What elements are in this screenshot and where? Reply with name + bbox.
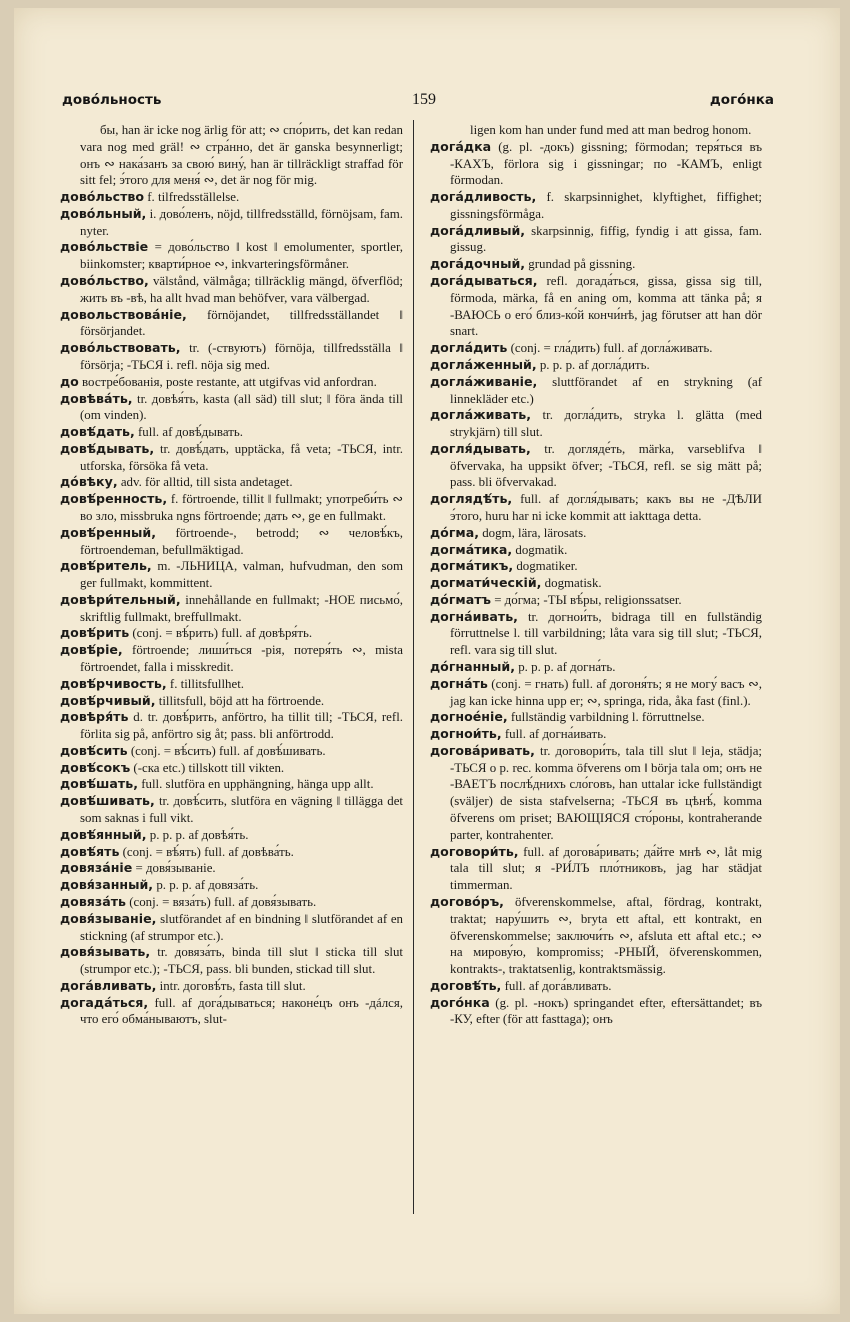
entry-headword: догáдка <box>430 138 492 154</box>
dictionary-entry <box>60 760 403 777</box>
entry-definition: (conj. = гла́дить) full. af догла́живать. <box>507 341 713 356</box>
entry-headword: довѣ́ять <box>60 843 120 859</box>
entry-headword: догóнка <box>430 994 490 1010</box>
entry-definition: i. дово́ленъ, nöjd, tillfredsställd, förnöjsam, fam. nyter. <box>80 206 403 238</box>
entry-headword: догмáтикъ, <box>430 558 514 574</box>
dictionary-entry <box>60 206 403 240</box>
entry-definition: dogmatik. <box>512 542 568 557</box>
dictionary-entry <box>430 441 762 491</box>
entry-definition: tr. довѣя́ть, kasta (all säd) till slut; ‖ föra ända till (om vinden). <box>80 391 403 423</box>
entry-definition: p. p. p. af догна́ть. <box>515 660 616 674</box>
entry-headword: доглáживаніе, <box>430 373 538 389</box>
dictionary-entry <box>430 844 762 894</box>
dictionary-entry <box>60 189 403 206</box>
entry-headword: догнои́ть, <box>430 726 502 742</box>
entry-headword: довóльствіе <box>60 239 149 255</box>
dictionary-entry <box>430 139 762 189</box>
dictionary-entry <box>430 340 762 357</box>
entry-definition: förtroende; лиши́ться -рія, потеря́ть ∾, mista förtroendet, falla i misskredit. <box>80 643 403 674</box>
entry-definition: skarpsinnig, fiffig, fyndig i att gissa, fam. gissug. <box>450 223 762 255</box>
entry-definition: (conj. = вѣ́рить) full. af довѣря́ть. <box>129 626 313 641</box>
entry-definition: tillitsfull, böjd att ha förtroende. <box>155 693 325 708</box>
entry-headword: до <box>60 373 79 389</box>
entry-definition: sluttförandet af en strykning (af linnekläder etc.) <box>450 374 762 406</box>
entry-definition: p. p. p. af догла́дить. <box>536 357 650 372</box>
entry-definition: (g. pl. -нокъ) springandet efter, eftersättandet; въ -КУ, efter (för att fasttaga); онъ <box>450 995 762 1027</box>
entry-definition: dogmatiker. <box>513 559 578 574</box>
dictionary-entry <box>430 189 762 223</box>
dictionary-entry <box>430 273 762 340</box>
dictionary-entry <box>430 407 762 441</box>
entry-definition: f. tilfredsställelse. <box>144 190 240 205</box>
entry-headword: догáдливость, <box>430 189 537 205</box>
dictionary-entry <box>60 525 403 559</box>
dictionary-entry <box>60 391 403 425</box>
entry-headword: дóвѣку, <box>60 474 118 490</box>
dictionary-entry <box>430 709 762 726</box>
dictionary-entry <box>60 860 403 877</box>
entry-definition: f. skarpsinnighet, klyftighet, fiffighet; gissningsförmåga. <box>450 190 762 221</box>
entry-definition: tr. (-ствуютъ) förnöja, tillfredsställa ‖ försörja; -ТЬСЯ i. refl. nöja sig med. <box>80 341 403 372</box>
dictionary-entry <box>60 340 403 374</box>
entry-definition: välstånd, välmåga; tillräcklig mängd, öfverflöd; жить въ -вѣ, ha allt hvad man behöfver, vara välbergad. <box>80 274 403 305</box>
entry-headword: довѣ́ритель, <box>60 558 152 574</box>
dictionary-entry <box>60 273 403 307</box>
dictionary-entry <box>60 693 403 710</box>
entry-headword: довóльство <box>60 189 145 205</box>
entry-headword: довя́занный, <box>60 877 154 893</box>
dictionary-entry <box>430 558 762 575</box>
entry-headword: довѣ́рчивость, <box>60 675 167 691</box>
entry-headword: довѣ́сокъ <box>60 759 131 775</box>
dictionary-entry <box>60 894 403 911</box>
entry-definition: (conj. = вяза́ть) full. af довя́зывать. <box>125 894 317 909</box>
entry-definition: tr. догла́дить, stryka l. glätta (med strykjärn) till slut. <box>450 408 762 440</box>
entry-headword: довольствовáніе, <box>60 306 187 322</box>
entry-definition: förtroende-, betrodd; ∾ человѣ́къ, förtroendeman, befullmäktigad. <box>80 525 403 557</box>
dictionary-entry <box>60 625 403 642</box>
entry-headword: довóльный, <box>60 205 147 221</box>
entry-definition: востре́бованія, poste restante, att utgifvas vid anfordran. <box>78 374 377 389</box>
dictionary-entry <box>430 743 762 844</box>
entry-headword: догадáться, <box>60 994 149 1010</box>
dictionary-entry <box>430 609 762 659</box>
entry-definition: = довя́зываніе. <box>132 861 216 876</box>
entry-definition: full. af догова́ривать; да́йте мнѣ ∾, låt mig tala till slut; я -РИ́ЛЪ пло́тниковъ, jag har städjat timmerman. <box>450 844 762 893</box>
entry-headword: довѣ́ренность, <box>60 491 168 507</box>
dictionary-entry <box>430 357 762 374</box>
dictionary-entry <box>60 844 403 861</box>
dictionary-entry <box>60 491 403 525</box>
entry-definition: (g. pl. -докъ) gissning; förmodan; теря́ться въ -КАХЪ, förlora sig i gissningar; по -КАМЪ, enligt förmodan. <box>450 139 762 188</box>
dictionary-entry <box>60 827 403 844</box>
entry-headword: догнáивать, <box>430 608 518 624</box>
dictionary-entry <box>60 944 403 978</box>
dictionary-entry <box>60 743 403 760</box>
entry-definition: förnöjandet, tillfredsställandet ‖ försörjandet. <box>80 307 403 339</box>
dictionary-entry <box>60 441 403 475</box>
entry-headword: договѣ́ть, <box>430 977 502 993</box>
dictionary-entry <box>60 642 403 676</box>
entry-definition: = дово́льство ‖ kost ‖ emolumenter, sportler, biinkomster; кварти́рное ∾, inkvarteringsförmåner. <box>80 240 403 272</box>
dictionary-entry <box>60 239 403 273</box>
dictionary-entry <box>60 374 403 391</box>
entry-definition: p. p. p. af довѣя́ть. <box>146 827 249 842</box>
entry-headword: догáдочный, <box>430 256 526 272</box>
entry-headword: доглáживать, <box>430 407 531 423</box>
left-column <box>60 122 403 1028</box>
dictionary-entry <box>60 995 403 1029</box>
dictionary-entry <box>60 474 403 491</box>
entry-definition: tr. догнои́ть, bidraga till en fullständig förruttnelse l. till varbildning; låta vara sig till slut; -ТЬСЯ, refl. vara sig till slut. <box>450 609 762 658</box>
dictionary-entry <box>430 659 762 676</box>
entry-definition: full. af догна́ивать. <box>501 727 607 742</box>
entry-definition: innehållande en fullmakt; -НОЕ письмо́, skriftlig fullmakt, breffullmakt. <box>80 592 403 624</box>
entry-definition: tr. довѣ́сить, slutföra en vägning ‖ tillägga det som saknas i full vikt. <box>80 794 403 826</box>
entry-headword: довѣ́дать, <box>60 424 135 440</box>
dictionary-entry <box>430 122 762 139</box>
entry-definition: slutförandet af en bindning ‖ slutförandet af en stickning (af strumpor etc.). <box>80 911 403 943</box>
entry-definition: tr. догляде́ть, märka, varseblifva ‖ öfvervaka, ha uppsikt öfver; -ТЬСЯ, refl. se sig mätt på; pass. bli öfvervakad. <box>450 441 762 490</box>
entry-headword: довѣ́сить <box>60 742 128 758</box>
entry-headword: довязáть <box>60 893 126 909</box>
entry-headword: доглáдить <box>430 340 508 356</box>
entry-definition: full. af дога́вливать. <box>501 978 612 993</box>
entry-definition: refl. догада́ться, gissa, gissa sig till, förmoda, märka, få en aning om, komma att tänka på; я -ВАЮСЬ о его́ близ-ко́й кончи́нѣ, jag förutser att han dör snart. <box>450 274 762 339</box>
entry-headword: довѣ́шивать, <box>60 793 155 809</box>
entry-headword: дóгматъ <box>430 591 491 607</box>
entry-headword: довя́зывать, <box>60 944 151 960</box>
entry-definition: tr. довяза́ть, binda till slut ‖ sticka till slut (strumpor etc.); -ТЬСЯ, pass. bli bunden, stickad till slut. <box>80 945 403 977</box>
dictionary-entry <box>60 558 403 592</box>
dictionary-entry <box>430 995 762 1029</box>
entry-definition: ligen kom han under fund med att man bedrog honom. <box>470 123 752 137</box>
dictionary-entry <box>60 676 403 693</box>
page-header <box>62 84 774 114</box>
entry-definition: grundad på gissning. <box>525 257 636 272</box>
entry-headword: довѣ́дывать, <box>60 440 155 456</box>
entry-definition: f. tillitsfullhet. <box>166 676 245 691</box>
dictionary-entry <box>60 122 403 189</box>
entry-headword: догля́дывать, <box>430 440 531 456</box>
dictionary-entry <box>60 592 403 626</box>
entry-headword: доглáженный, <box>430 356 537 372</box>
dictionary-entry <box>430 978 762 995</box>
dictionary-entry <box>430 256 762 273</box>
right-column <box>430 122 762 1028</box>
entry-headword: довѣ́ріе, <box>60 642 123 658</box>
entry-headword: догáдываться, <box>430 273 538 289</box>
dictionary-entry <box>60 709 403 743</box>
entry-headword: догáвливать, <box>60 977 157 993</box>
dictionary-entry <box>60 978 403 995</box>
dictionary-entry <box>430 592 762 609</box>
entry-headword: договáривать, <box>430 742 535 758</box>
entry-definition: dogmatisk. <box>541 576 602 591</box>
entry-definition: бы, han är icke nog ärlig för att; ∾ спо́рить, det kan redan vara nog med gräl! ∾ стра́нно, det är ganska besynnerligt; онъ ∾ нака́занъ за свою́ вину́, han är tillräckligt straffad för sitt fel; э́того для меня́ ∾, det är nog för mig. <box>80 123 403 188</box>
entry-headword: дóгнанный, <box>430 659 516 674</box>
entry-definition: full. slutföra en upphängning, hänga upp allt. <box>137 777 374 792</box>
header-left-guideword: довóльность <box>62 92 162 108</box>
dictionary-entry <box>430 726 762 743</box>
entry-headword: дóгма, <box>430 524 479 540</box>
entry-definition: d. tr. довѣ́рить, anförtro, ha tillit till; -ТЬСЯ, refl. förlita sig på, anförtro sig åt; pass. bli anförtrodd. <box>80 710 403 742</box>
entry-definition: full. af дога́дываться; наконе́цъ онъ -дáлся, что его́ обма́нываютъ, slut- <box>80 995 403 1027</box>
dictionary-entry <box>430 525 762 542</box>
dictionary-entry <box>60 307 403 341</box>
entry-headword: довѣ́рчивый, <box>60 692 156 708</box>
entry-headword: довѣ́ренный, <box>60 524 157 540</box>
entry-definition: f. förtroende, tillit ‖ fullmakt; употреби́ть ∾ во зло, missbruka ngns förtroende; дать ∾, ge en fullmakt. <box>80 492 403 523</box>
entry-definition: m. -ЛЬНИЦА, valman, hufvudman, den som ger fullmakt, kommittent. <box>80 559 403 591</box>
entry-headword: довязáніе <box>60 860 133 876</box>
entry-headword: догноéніе, <box>430 709 508 725</box>
entry-headword: довóльство, <box>60 273 149 289</box>
dictionary-entry <box>430 491 762 525</box>
dictionary-entry <box>430 575 762 592</box>
entry-headword: довѣ́шать, <box>60 776 138 792</box>
entry-definition: öfverenskommelse, aftal, fördrag, kontrakt, traktat; нару́шить ∾, bryta ett aftal, ett kontrakt, en öfverenskommelse; заключи́ть ∾, afsluta ett aftal etc.; ∾ на мирову́ю, kompromiss; -РНЫЙ, öfverenskommen, kontrakts-, traktatsenlig, kontraktsmässig. <box>450 894 762 977</box>
dictionary-entry <box>430 374 762 408</box>
dictionary-entry <box>60 424 403 441</box>
entry-definition: p. p. p. af довяза́ть. <box>153 878 259 893</box>
entry-headword: довѣря́ть <box>60 709 129 725</box>
entry-definition: adv. för alltid, till sista andetaget. <box>117 475 293 490</box>
entry-definition: tr. договори́ть, tala till slut ‖ leja, städja; -ТЬСЯ о p. rec. komma öfverens om ‖ börja tala om; онъ не -ВАЕТЪ послѣ́днихъ сло́говъ, han uttalar icke fullständigt (sväljer) de sista stafvelserna; -ТЬСЯ въ цѣнѣ́, komma öfverens om priset; ВАЮЩІЯСЯ сто́роны, kontraherande parter, kontrahenter. <box>450 743 762 842</box>
dictionary-entry <box>430 223 762 257</box>
entry-definition: full. af догля́дывать; какъ вы не -ДѢЛИ э́того, huru har ni icke kommit att iakttaga detta. <box>450 492 762 523</box>
entry-headword: догмати́ческій, <box>430 575 542 591</box>
entry-headword: доглядѣ́ть, <box>430 491 513 507</box>
dictionary-entry <box>430 676 762 710</box>
entry-headword: довѣ́рить <box>60 625 130 641</box>
entry-headword: довя́зываніе, <box>60 910 157 926</box>
entry-headword: договóръ, <box>430 893 504 909</box>
entry-definition: dogm, lära, lärosats. <box>478 525 587 540</box>
entry-definition: tr. довѣ́дать, upptäcka, få veta; -ТЬСЯ, intr. utforska, försöka få veta. <box>80 441 403 473</box>
dictionary-entry <box>60 776 403 793</box>
entry-headword: догáдливый, <box>430 222 526 238</box>
entry-definition: (conj. = гнать) full. af догоня́ть; я не могу́ васъ ∾, jag kan icke hinna upp er; ∾, springa, rida, åka fast (finl.). <box>450 676 762 708</box>
column-divider <box>413 120 414 1214</box>
entry-definition: (conj. = вѣ́ять) full. af довѣва́ть. <box>119 844 294 859</box>
entry-definition: intr. договѣ́ть, fasta till slut. <box>156 978 306 993</box>
dictionary-entry <box>60 911 403 945</box>
entry-headword: догмáтика, <box>430 541 513 557</box>
entry-headword: довѣ́янный, <box>60 826 147 842</box>
dictionary-entry <box>60 877 403 894</box>
dictionary-entry <box>430 894 762 978</box>
dictionary-entry <box>430 542 762 559</box>
header-right-guideword: догóнка <box>709 92 774 108</box>
page-number: 159 <box>412 91 436 108</box>
entry-definition: = до́гма; -ТЫ вѣ́ры, religionssatser. <box>490 592 682 607</box>
entry-headword: довѣвáть, <box>60 390 133 406</box>
entry-headword: довóльствовать, <box>60 340 181 356</box>
entry-definition: fullständig varbildning l. förruttnelse. <box>507 710 705 725</box>
entry-definition: (conj. = вѣ́сить) full. af довѣ́шивать. <box>127 743 326 758</box>
dictionary-entry <box>60 793 403 827</box>
entry-definition: full. af довѣ́дывать. <box>134 425 243 440</box>
entry-headword: догнáть <box>430 675 488 691</box>
entry-headword: договори́ть, <box>430 843 519 859</box>
entry-headword: довѣри́тельный, <box>60 591 181 607</box>
entry-definition: (-ска etc.) tillskott till vikten. <box>130 760 285 775</box>
